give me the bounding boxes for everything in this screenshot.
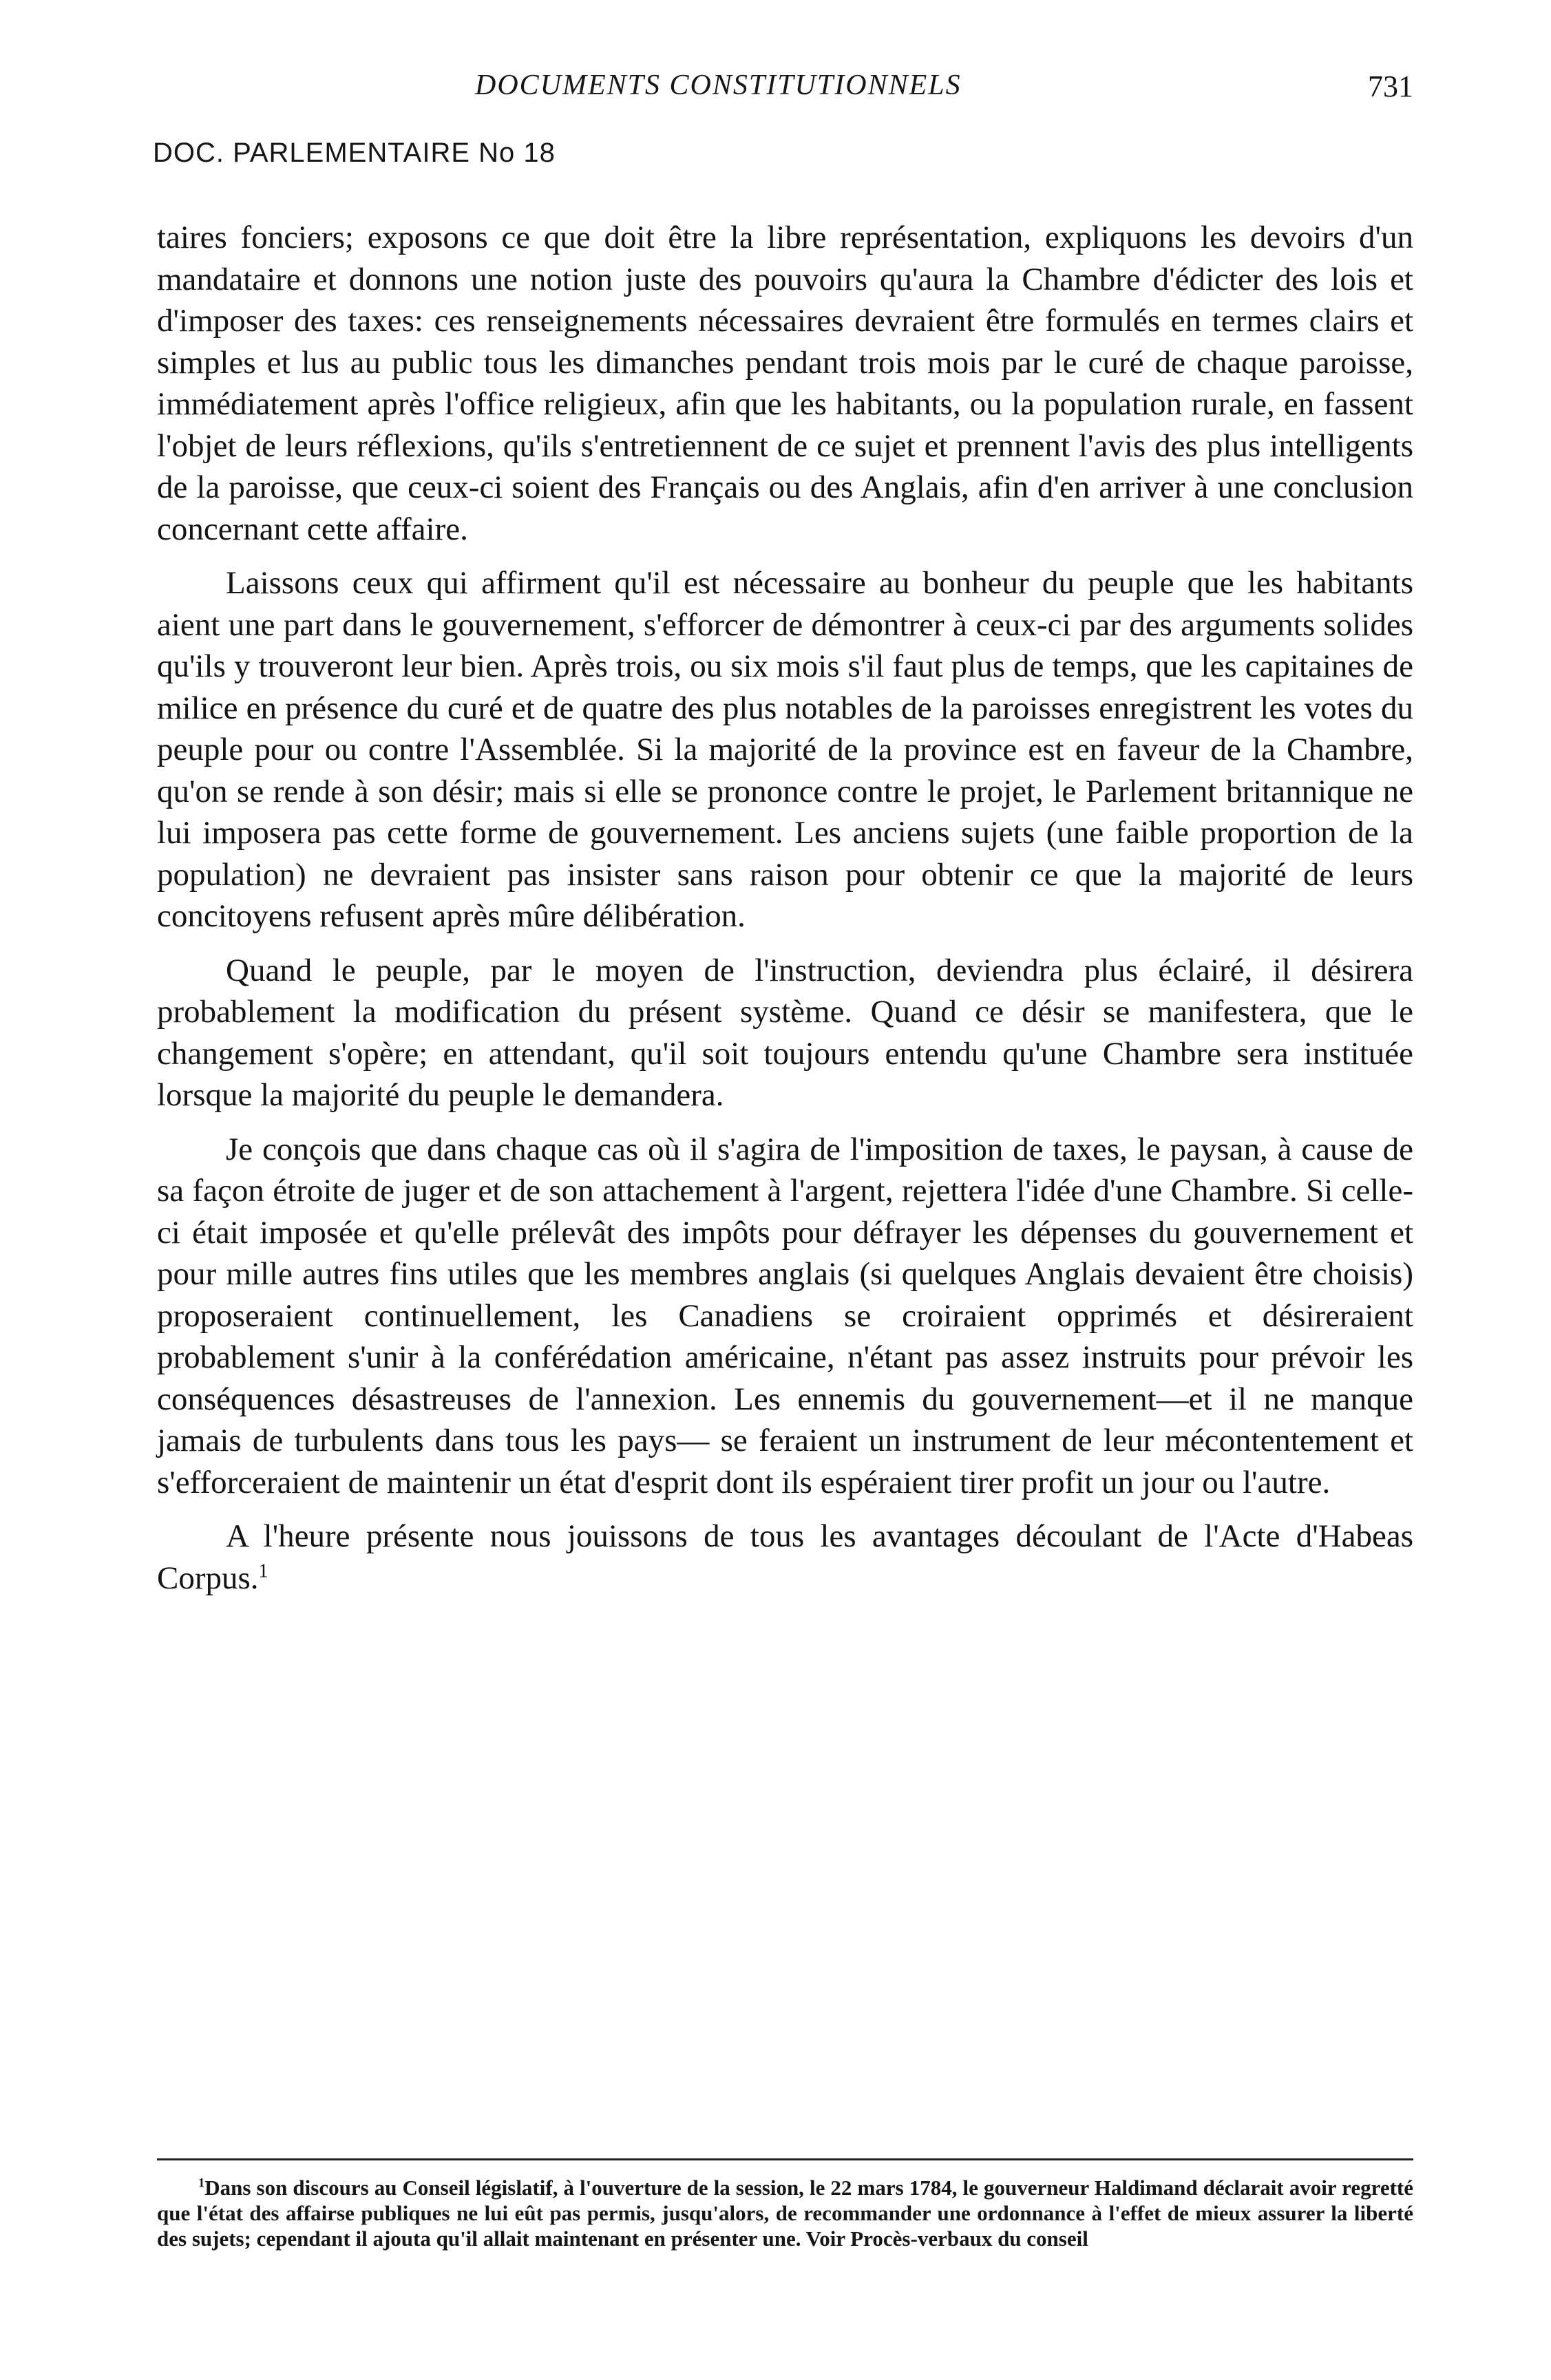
- footnote: [157, 2175, 1413, 2251]
- page-number: 731: [1368, 70, 1413, 103]
- paragraph-1: taires fonciers; exposons ce que doit être la libre représentation, expliquons les devoirs d'un mandataire et donnons une notion juste des pouvoirs qu'aura la Chambre d'édicter des lois et d'imposer des taxes: ces renseignements nécessaires devraient être formulés en termes clairs et simples et lus au public tous les dimanches pendant trois mois par le curé de chaque paroisse, immédiatement après l'office religieux, afin que les habitants, ou la population rurale, en fassent l'objet de leurs réflexions, qu'ils s'entretiennent de ce sujet et prennent l'avis des plus intelligents de la paroisse, que ceux-ci soient des Français ou des Anglais, afin d'en arriver à une conclusion concernant cette affaire.: [157, 220, 1413, 547]
- footnote-divider: [157, 2158, 1413, 2160]
- footnote-reference: 1: [258, 1560, 268, 1582]
- paragraph-5-text: A l'heure présente nous jouissons de tous les avantages découlant de l'Acte d'Habeas Corpus.: [157, 1518, 1413, 1596]
- paragraph-5: [157, 1516, 1413, 1599]
- document-label: DOC. PARLEMENTAIRE No 18: [153, 138, 556, 168]
- paragraph-3: Quand le peuple, par le moyen de l'instruction, deviendra plus éclairé, il désirera probablement la modification du présent système. Quand ce désir se manifestera, que le changement s'opère; en attendant, qu'il soit toujours entendu qu'une Chambre sera instituée lorsque la majorité du peuple le demandera.: [157, 952, 1413, 1113]
- paragraph-2: Laissons ceux qui affirment qu'il est nécessaire au bonheur du peuple que les habitants aient une part dans le gouvernement, s'efforcer de démontrer à ceux-ci par des arguments solides qu'ils y trouveront leur bien. Après trois, ou six mois s'il faut plus de temps, que les capitaines de milice en présence du curé et de quatre des plus notables de la paroisses enregistrent les votes du peuple pour ou contre l'Assemblée. Si la majorité de la province est en faveur de la Chambre, qu'on se rende à son désir; mais si elle se prononce contre le projet, le Parlement britannique ne lui imposera pas cette forme de gouvernement. Les anciens sujets (une faible proportion de la population) ne devraient pas insister sans raison pour obtenir ce que la majorité de leurs concitoyens refusent après mûre délibération.: [157, 565, 1413, 934]
- footnote-text: Dans son discours au Conseil législatif, à l'ouverture de la session, le 22 mars 1784, le gouverneur Haldimand déclarait avoir regretté que l'état des affairse publiques ne lui eût pas permis, jusqu'alors, de recommander une ordonnance à l'effet de mieux assurer la liberté des sujets; cependant il ajouta qu'il allait maintenant en présenter une. Voir Procès-verbaux du conseil: [157, 2176, 1413, 2251]
- footnote-marker: 1: [198, 2176, 205, 2191]
- paragraph-4: Je conçois que dans chaque cas où il s'agira de l'imposition de taxes, le paysan, à cause de sa façon étroite de juger et de son attachement à l'argent, rejettera l'idée d'une Chambre. Si celle-ci était imposée et qu'elle prélevât des impôts pour défrayer les dépenses du gouvernement et pour mille autres fins utiles que les membres anglais (si quelques Anglais devaient être choisis) proposeraient continuellement, les Canadiens se croiraient opprimés et désireraient probablement s'unir à la conférédation américaine, n'étant pas assez instruits pour prévoir les conséquences désastreuses de l'annexion. Les ennemis du gouvernement—et il ne manque jamais de turbulents dans tous les pays— se feraient un instrument de leur mécontentement et s'efforceraient de maintenir un état d'esprit dont ils espéraient tirer profit un jour ou l'autre.: [157, 1131, 1413, 1500]
- body-text: [157, 217, 1413, 1611]
- running-title: DOCUMENTS CONSTITUTIONNELS: [475, 70, 962, 101]
